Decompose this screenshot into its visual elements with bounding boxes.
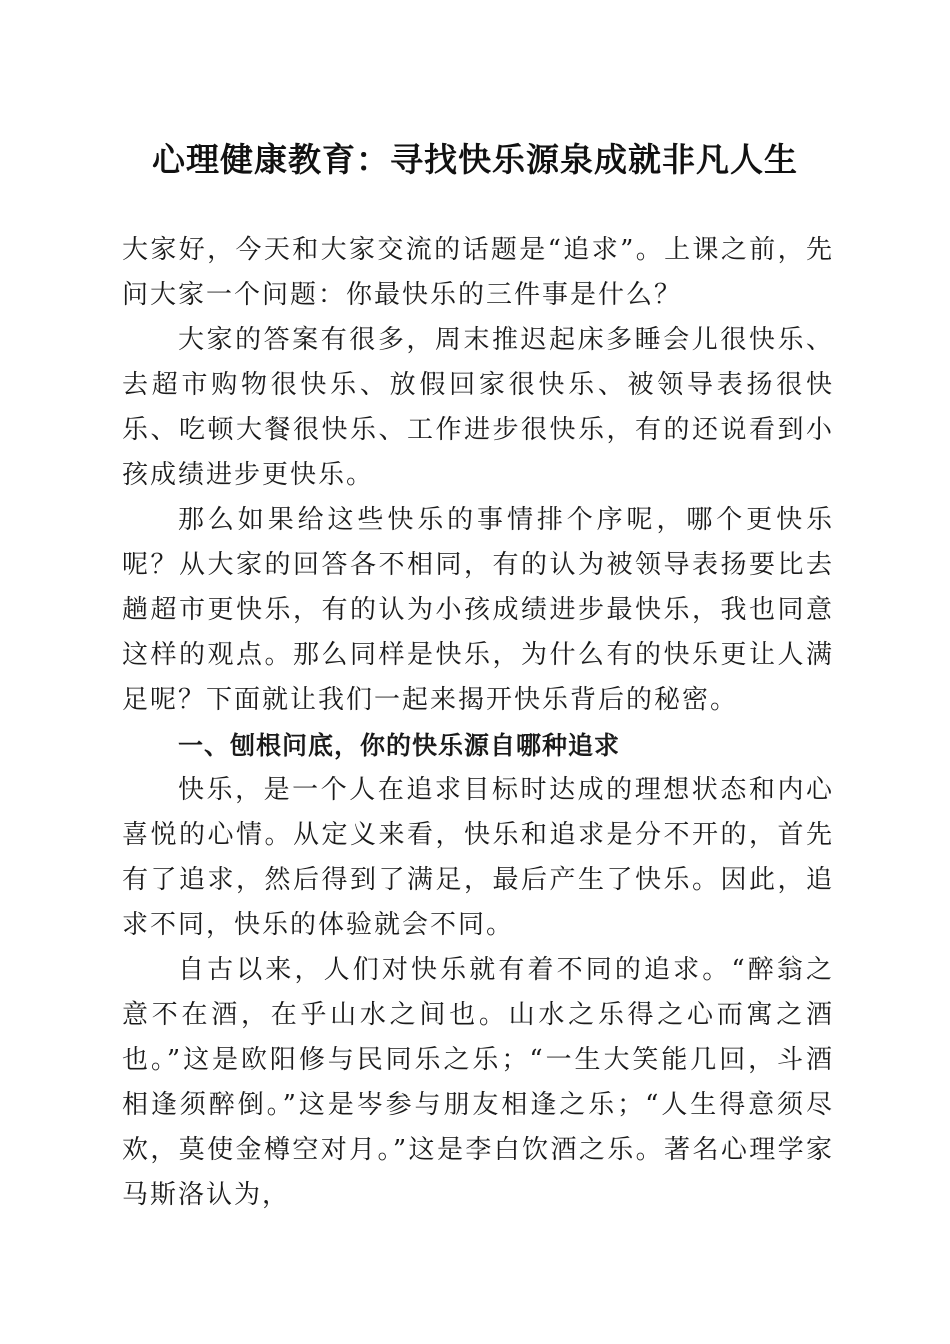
paragraph-greeting: 大家好，今天和大家交流的话题是“追求”。上课之前，先问大家一个问题：你最快乐的三件事是什么？ — [122, 235, 834, 310]
paragraph-definition: 快乐，是一个人在追求目标时达成的理想状态和内心喜悦的心情。从定义来看，快乐和追求是分不开的，首先有了追求，然后得到了满足，最后产生了快乐。因此，追求不同，快乐的体验就会不同。 — [122, 775, 834, 940]
paragraph-answers: 大家的答案有很多，周末推迟起床多睡会儿很快乐、去超市购物很快乐、放假回家很快乐、被领导表扬很快乐、吃顿大餐很快乐、工作进步很快乐，有的还说看到小孩成绩进步更快乐。 — [122, 325, 834, 490]
section-heading-1: 一、刨根问底，你的快乐源自哪种追求 — [178, 731, 621, 760]
paragraph-ranking: 那么如果给这些快乐的事情排个序呢，哪个更快乐呢？从大家的回答各不相同，有的认为被领导表扬要比去趟超市更快乐，有的认为小孩成绩进步最快乐，我也同意这样的观点。那么同样是快乐，为什么有的快乐更让人满足呢？下面就让我们一起来揭开快乐背后的秘密。 — [122, 505, 834, 715]
document-body — [122, 228, 834, 1218]
document-title: 心理健康教育：寻找快乐源泉成就非凡人生 — [152, 140, 798, 179]
paragraph-history: 自古以来，人们对快乐就有着不同的追求。“醉翁之意不在酒，在乎山水之间也。山水之乐得之心而寓之酒也。”这是欧阳修与民同乐之乐；“一生大笑能几回，斗酒相逢须醉倒。”这是岑参与朋友相逢之乐；“人生得意须尽欢，莫使金樽空对月。”这是李白饮酒之乐。著名心理学家马斯洛认为， — [122, 955, 834, 1210]
